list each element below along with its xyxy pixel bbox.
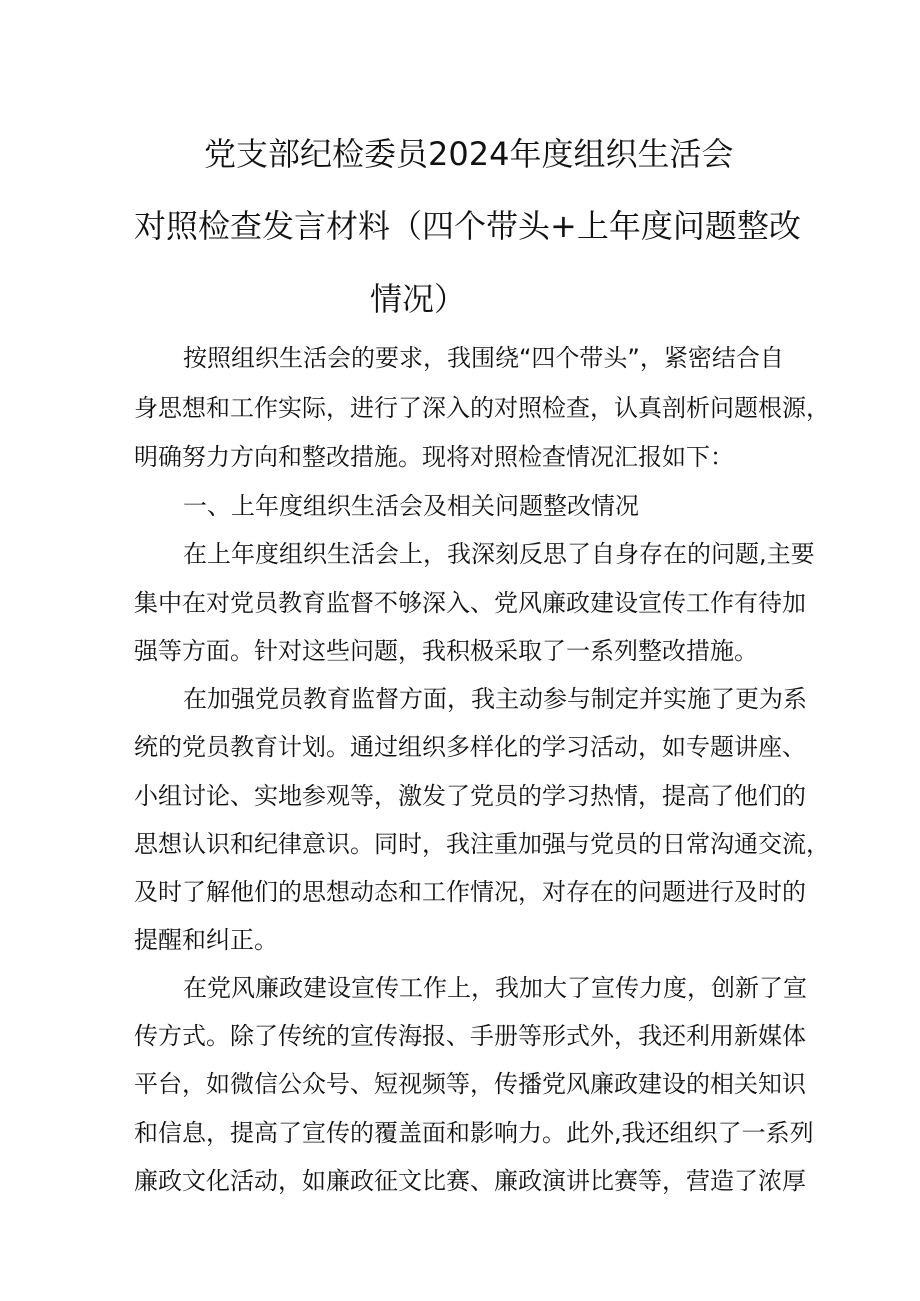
document-title-line-1: 党支部纪检委员2024年度组织生活会	[204, 135, 734, 173]
section-heading: 一、上年度组织生活会及相关问题整改情况	[183, 492, 639, 520]
paragraph-line: 和信息，提高了宣传的覆盖面和影响力。此外,我还组织了一系列	[134, 1119, 814, 1147]
paragraph-line: 提醒和纠正。	[134, 926, 278, 954]
paragraph-line: 按照组织生活会的要求，我围绕“四个带头”，紧密结合自	[183, 344, 784, 372]
paragraph-line: 及时了解他们的思想动态和工作情况，对存在的问题进行及时的	[134, 878, 806, 906]
paragraph-line: 强等方面。针对这些问题，我积极采取了一系列整改措施。	[134, 637, 758, 665]
paragraph-line: 明确努力方向和整改措施。现将对照检查情况汇报如下：	[134, 443, 734, 471]
paragraph-line: 小组讨论、实地参观等，激发了党员的学习热情，提高了他们的	[134, 782, 806, 810]
paragraph-line: 在党风廉政建设宣传工作上，我加大了宣传力度，创新了宣	[183, 974, 807, 1002]
paragraph-line: 集中在对党员教育监督不够深入、党风廉政建设宣传工作有待加	[134, 589, 806, 617]
document-title-line-3: 情况）	[370, 280, 467, 318]
paragraph-line: 统的党员教育计划。通过组织多样化的学习活动，如专题讲座、	[134, 733, 806, 761]
paragraph-line: 在上年度组织生活会上，我深刻反思了自身存在的问题,主要	[183, 540, 815, 568]
paragraph-line: 在加强党员教育监督方面，我主动参与制定并实施了更为系	[183, 685, 807, 713]
paragraph-line: 平台，如微信公众号、短视频等，传播党风廉政建设的相关知识	[134, 1070, 806, 1098]
document-title-line-2: 对照检查发言材料（四个带头+上年度问题整改	[134, 207, 801, 245]
paragraph-line: 思想认识和纪律意识。同时，我注重加强与党员的日常沟通交流，	[134, 830, 830, 858]
paragraph-line: 身思想和工作实际，进行了深入的对照检查，认真剖析问题根源，	[134, 394, 830, 422]
paragraph-line: 廉政文化活动，如廉政征文比赛、廉政演讲比赛等，营造了浓厚	[134, 1167, 806, 1195]
paragraph-line: 传方式。除了传统的宣传海报、手册等形式外，我还利用新媒体	[134, 1022, 806, 1050]
